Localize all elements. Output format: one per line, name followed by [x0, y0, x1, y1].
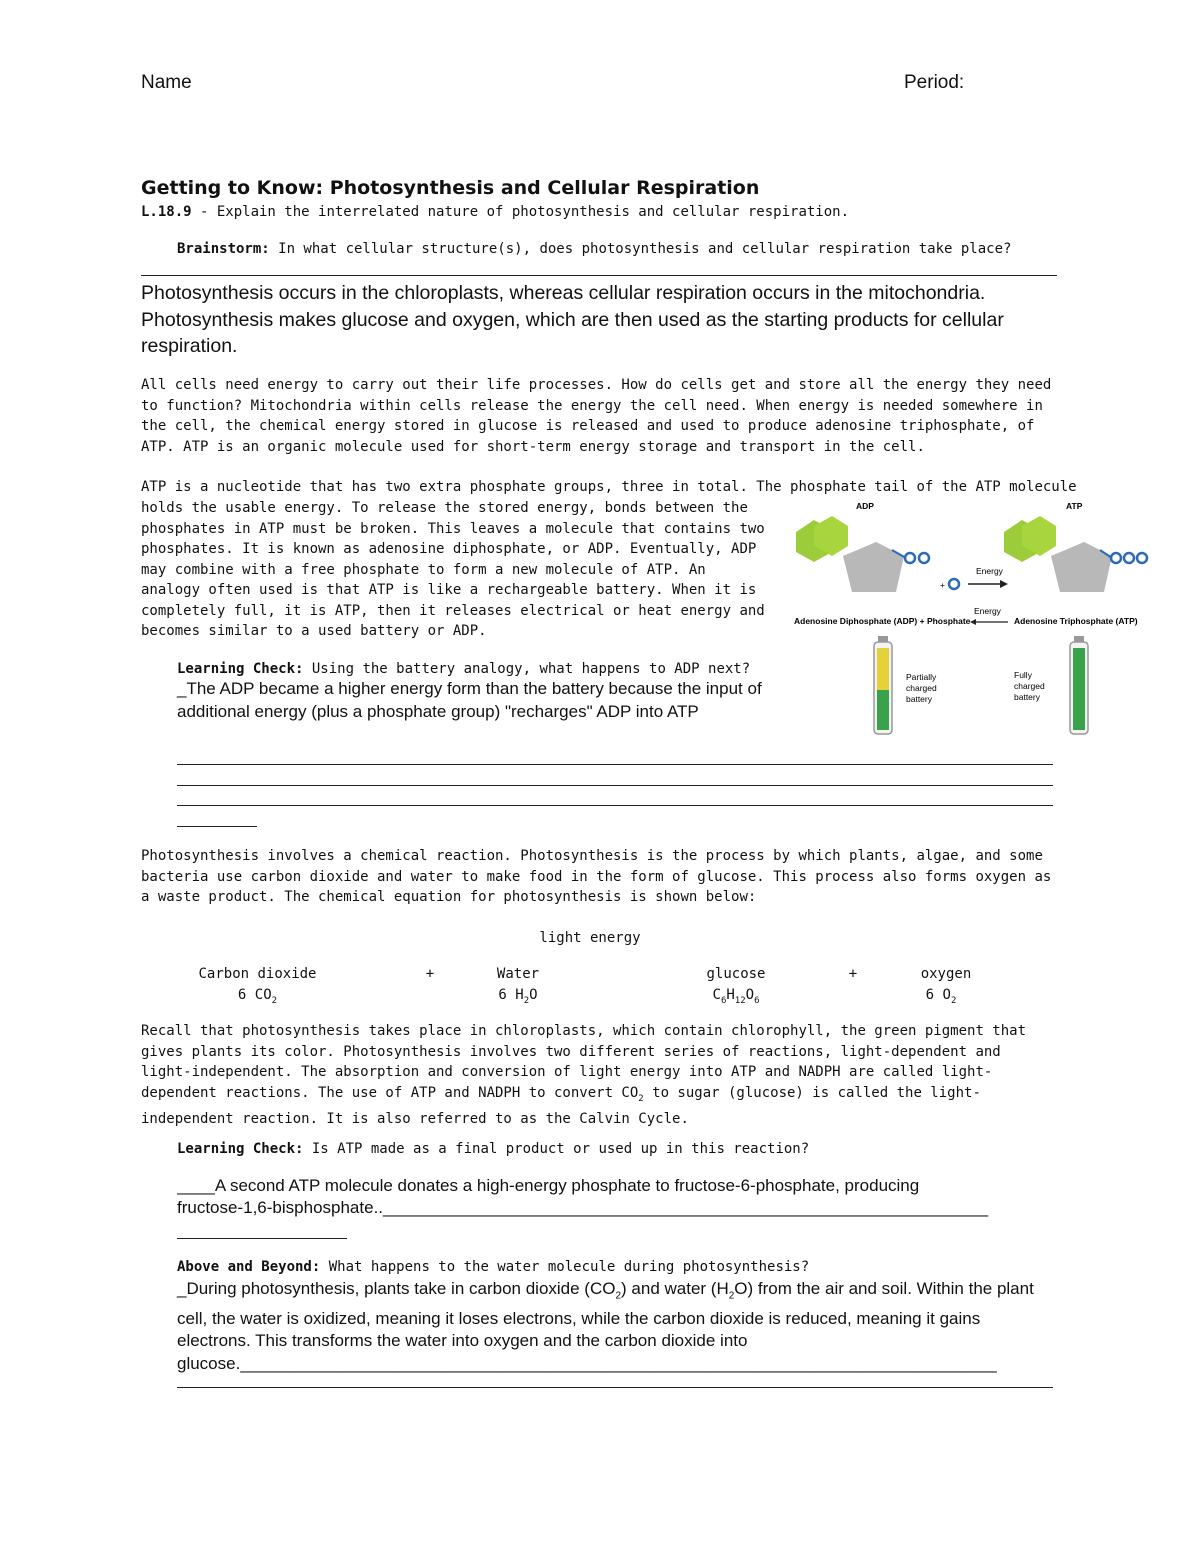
paragraph-chloroplasts: Recall that photosynthesis takes place in chloroplasts, which contain chlorophyll, the green pigment that gives plants its color. Photosynthesis involves two different series of reactions, light-dependent and light-independent. The absorption and conversion of light energy into ATP and NADPH are called light-dependent reactions. The use of ATP and NADPH to convert $CO_2$ to sugar (glucose) is called the light-independent reaction. It is also referred to as the Calvin Cycle.	[141, 1023, 1027, 1127]
paragraph-atp-rest: holds the usable energy. To release the stored energy, bonds between the phosphates in ATP must be broken. This leaves a molecule that contains two phosphates. It is known as adenosine diphosphate, or ADP. Eventually, ADP may combine with a free phosphate to form a new molecule of ATP. An analogy often used is that ATP is like a rechargeable battery. When it is completely full, it is ATP, then it releases electrical or heat energy and becomes similar to a used battery or ADP.	[141, 500, 765, 639]
answer-line	[177, 1238, 347, 1239]
phosphate-icon	[905, 553, 915, 563]
above-beyond-answer: _During photosynthesis, plants take in carbon dioxide $(CO_2)$ and water $(H_2O)$ from the air and soil. Within the plant cell, the water is oxidized, meaning it loses electrons, while the carbon dioxide is reduced, meaning it gains electrons. This transforms the water into oxygen and the carbon dioxide into glucose.________________________________________________________________________________	[177, 1279, 1034, 1373]
atp-adp-diagram	[788, 496, 1168, 746]
brainstorm-question-text: In what cellular structure(s), does photosynthesis and cellular respiration take place?	[269, 241, 1012, 257]
adp-title: ADP	[856, 501, 874, 511]
atp-adp-figure	[788, 496, 1168, 746]
adp-caption: Adenosine Diphosphate (ADP) + Phosphate	[794, 616, 971, 626]
product-2-name: oxygen	[920, 966, 972, 982]
page-title: Getting to Know: Photosynthesis and Cellular Respiration	[141, 177, 760, 199]
answer-line	[177, 1387, 1053, 1388]
learning-check-1-answer: _The ADP became a higher energy form than the battery because the input of additional energy (plus a phosphate group) "recharges" ADP into ATP	[177, 679, 762, 721]
answer-line	[141, 275, 1057, 276]
learning-check-label: Learning Check:	[177, 661, 304, 677]
photosynthesis-equation	[0, 928, 1200, 1008]
reactant-2-name: Water	[496, 966, 540, 982]
light-energy-label: light energy	[539, 930, 641, 946]
period-label: Period:	[904, 72, 965, 93]
energy-label-bottom: Energy	[974, 606, 1001, 616]
product-2-formula: 6 $O_2$	[925, 987, 957, 1006]
reactant-1-formula: 6 $CO_2$	[237, 987, 278, 1006]
standard-line	[141, 202, 849, 223]
paragraph-photosynthesis: Photosynthesis involves a chemical reaction. Photosynthesis is the process by which plants, algae, and some bacteria use carbon dioxide and water to make food in the form of glucose. This process also forms oxygen as a waste product. The chemical equation for photosynthesis is shown below:	[141, 848, 1052, 905]
learning-check-1-text: Using the battery analogy, what happens to ADP next?	[303, 661, 751, 677]
answer-line	[177, 805, 1053, 806]
phosphate-icon	[919, 553, 929, 563]
answer-line	[177, 826, 257, 827]
reactant-1-name: Carbon dioxide	[198, 966, 317, 982]
learning-check-2-answer-line2: fructose-1,6-bisphosphate..________________________________________________________________	[177, 1198, 989, 1217]
full-battery-label: Fully charged battery	[1014, 670, 1045, 702]
above-beyond-label: Above and Beyond:	[177, 1259, 321, 1275]
ribose-sugar-right	[1051, 542, 1112, 592]
answer-line	[177, 764, 1053, 765]
plus-sign: +	[425, 966, 435, 982]
phosphate-icon	[1137, 553, 1147, 563]
phosphate-icon	[1111, 553, 1121, 563]
above-beyond-text: What happens to the water molecule during photosynthesis?	[320, 1259, 810, 1275]
plus-sign: +	[848, 966, 858, 982]
standard-code: L.18.9	[141, 204, 192, 220]
standard-text: - Explain the interrelated nature of photosynthesis and cellular respiration.	[191, 204, 850, 220]
partial-battery-label: Partially charged battery	[906, 672, 937, 704]
learning-check-2-text: Is ATP made as a final product or used up in this reaction?	[303, 1141, 810, 1157]
atp-caption: Adenosine Triphosphate (ATP)	[1014, 616, 1138, 626]
brainstorm-label: Brainstorm:	[177, 241, 270, 257]
brainstorm-answer: Photosynthesis occurs in the chloroplasts, whereas cellular respiration occurs in the mitochondria. Photosynthesis makes glucose and oxygen, which are then used as the starting products for cellular respiration.	[141, 282, 1004, 357]
learning-check-label: Learning Check:	[177, 1141, 304, 1157]
learning-check-1-question	[177, 659, 750, 680]
brainstorm-question	[177, 239, 1011, 260]
energy-label-top: Energy	[976, 566, 1003, 576]
above-beyond-question	[177, 1257, 809, 1278]
product-1-formula: $C_6H_{12}O_6$	[712, 987, 760, 1006]
plus-sign: +	[940, 580, 945, 590]
answer-line	[177, 785, 1053, 786]
learning-check-2-question	[177, 1139, 809, 1160]
battery-full-fill	[1073, 648, 1085, 730]
free-phosphate-icon	[949, 579, 959, 589]
product-1-name: glucose	[706, 966, 766, 982]
battery-green-fill	[877, 690, 889, 730]
name-label: Name	[141, 72, 192, 93]
paragraph-energy: All cells need energy to carry out their life processes. How do cells get and store all the energy they need to function? Mitochondria within cells release the energy the cell need. When energy is needed somewhere in the cell, the chemical energy stored in glucose is released and used to produce adenosine triphosphate, of ATP. ATP is an organic molecule used for short-term energy storage and transport in the cell.	[141, 377, 1052, 455]
battery-yellow-fill	[877, 648, 889, 690]
paragraph-atp-line1: ATP is a nucleotide that has two extra phosphate groups, three in total. The phosphate tail of the ATP molecule	[141, 479, 1077, 495]
reactant-2-formula: 6 $H_2O$	[498, 987, 538, 1006]
atp-title: ATP	[1066, 501, 1083, 511]
ribose-sugar-left	[843, 542, 904, 592]
phosphate-icon	[1124, 553, 1134, 563]
learning-check-2-answer-line1: ____A second ATP molecule donates a high-energy phosphate to fructose-6-phosphate, producing	[177, 1176, 920, 1195]
